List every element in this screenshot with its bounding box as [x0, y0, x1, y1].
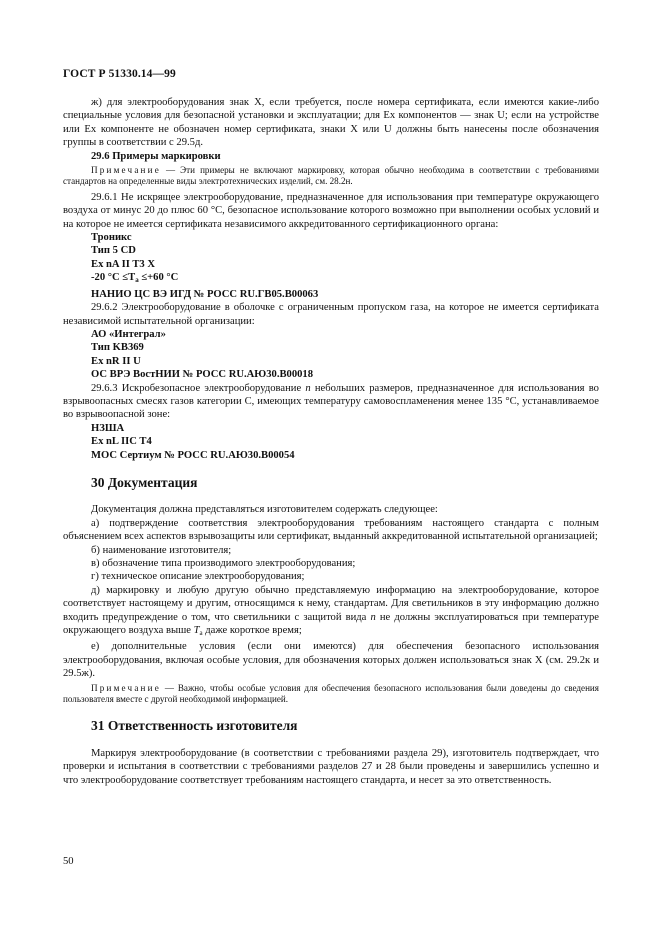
p3-text-b: небольших размеров, предназначенное для использования во взрывоопасных смесях газов категории С, имеющих температуру самовоспламенения менее 135 °С, устанавливаемое во взрывоопасной зоне:: [63, 382, 599, 421]
p3-text-a: 29.6.3 Искробезопасное электрооборудование: [91, 382, 306, 394]
item-d-italic-n: n: [370, 611, 376, 623]
marking-1-line-1: Троникс: [91, 232, 132, 244]
item-d-text-a: д) маркировку и любую другую обычно представляемую информацию на электрооборудование, которое соответствует настоящему и другим, относящимся к нему, стандартам. Для светильников в эту информацию должно входить предупреждение о том, что светильники с защитой вида: [63, 584, 599, 623]
marking-1-line-5: НАНИО ЦС ВЭ ИГД № РОСС RU.ГВ05.В00063: [91, 288, 319, 300]
paragraph-29-6-3: [63, 382, 599, 422]
marking-1-line-4: [63, 271, 599, 287]
section-30-item-d: [63, 584, 599, 641]
section-30-item-g: г) техническое описание электрооборудования;: [91, 571, 305, 583]
section-30-item-e: е) дополнительные условия (если они имеются) для обеспечения безопасного использования электрооборудования, включая особые условия, для обозначения которых должен использоваться знак X (см. 29.2к и 29.5ж).: [63, 641, 599, 680]
standard-header: ГОСТ Р 51330.14—99: [63, 68, 176, 80]
note-30: [63, 683, 599, 706]
section-30-item-v: в) обозначение типа производимого электрооборудования;: [91, 558, 356, 569]
marking-2-line-4: ОС ВРЭ ВостНИИ № РОСС RU.АЮ30.В00018: [91, 369, 314, 381]
section-30-item-a: а) подтверждение соответствия электрооборудования требованиям настоящего стандарта с полным объяснением всех аспектов взрывозащиты или сертификат, выданный аккредитованной испытательной организацией;: [63, 517, 599, 543]
marking-3-line-1: НЗША: [91, 422, 125, 434]
marking-3-line-2: Ex nL IIC T4: [91, 436, 152, 448]
marking-2-line-2: Тип KB369: [91, 342, 144, 354]
note-29-6: [63, 165, 599, 188]
item-d-text-c: даже короткое время;: [202, 625, 302, 637]
note-30-label: Примечание: [91, 682, 161, 693]
marking-2-line-3: Ex nR II U: [91, 355, 141, 367]
marking-3-line-3: МОС Сертиум № РОСС RU.АЮ30.В00054: [91, 449, 295, 461]
section-31-text: Маркируя электрооборудование (в соответствии с требованиями раздела 29), изготовитель подтверждает, что проверки и испытания в соответствии с требованиями разделов 27 и 28 были проведены и завершились успешно и что электрооборудование соответствует требованиям настоящего стандарта, и несет за это ответственность.: [63, 747, 599, 786]
item-d-subscript: a: [199, 629, 203, 638]
heading-29-6: 29.6 Примеры маркировки: [91, 150, 221, 162]
temp-range-end: ≤+60 °C: [138, 272, 179, 284]
section-30-intro: Документация должна представляться изготовителем содержать следующее:: [91, 504, 438, 516]
marking-1-line-2: Тип 5 CD: [91, 245, 136, 257]
item-zh-paragraph: ж) для электрооборудования знак X, если требуется, после номера сертификата, если имеются какие-либо специальные условия для безопасной установки и эксплуатации; для Ex компонентов — знак U; если на устройстве или Ex компоненте не обозначен номер сертификата, знаки X или U должны быть нанесены после обозначения группы в соответствии с 29.5д.: [63, 97, 599, 149]
marking-2-line-1: АО «Интеграл»: [91, 328, 166, 340]
section-31-heading: 31 Ответственность изготовителя: [91, 718, 298, 734]
temp-range-start: -20 °C ≤T: [91, 272, 136, 284]
page-number: 50: [63, 856, 74, 867]
note-label: Примечание: [91, 165, 161, 176]
paragraph-29-6-2: 29.6.2 Электрооборудование в оболочке с ограниченным пропуском газа, на которое не имеется сертификата независимой испытательной организации:: [63, 302, 599, 327]
section-30-item-b: б) наименование изготовителя;: [91, 544, 232, 556]
note-30-text: — Важно, чтобы особые условия для обеспечения безопасного использования были доведены до сведения пользователя вместе с другой необходимой информацией.: [63, 682, 599, 705]
item-d-italic-t: T: [193, 625, 200, 637]
temp-subscript: a: [135, 276, 139, 285]
paragraph-29-6-1: 29.6.1 Не искрящее электрооборудование, предназначенное для использования при температуре окружающего воздуха от минус 20 до плюс 60 °С, безопасное использование которого возможно при выполнении особых условий и на которое не имеется сертификата независимого аккредитованного сертификационного органа:: [63, 191, 599, 230]
marking-1-line-3: Ex nA II T3 X: [91, 258, 155, 270]
page-body: [63, 96, 599, 787]
note-text: — Эти примеры не включают маркировку, которая обычно необходима в соответствии с требованиями стандартов на определенные виды электротехнических изделий, см. 28.2н.: [63, 165, 599, 187]
item-d-text-b: не должны эксплуатироваться при температуре окружающего воздуха выше: [63, 611, 599, 637]
p3-italic-n: n: [305, 382, 311, 394]
section-30-heading: 30 Документация: [91, 474, 198, 490]
